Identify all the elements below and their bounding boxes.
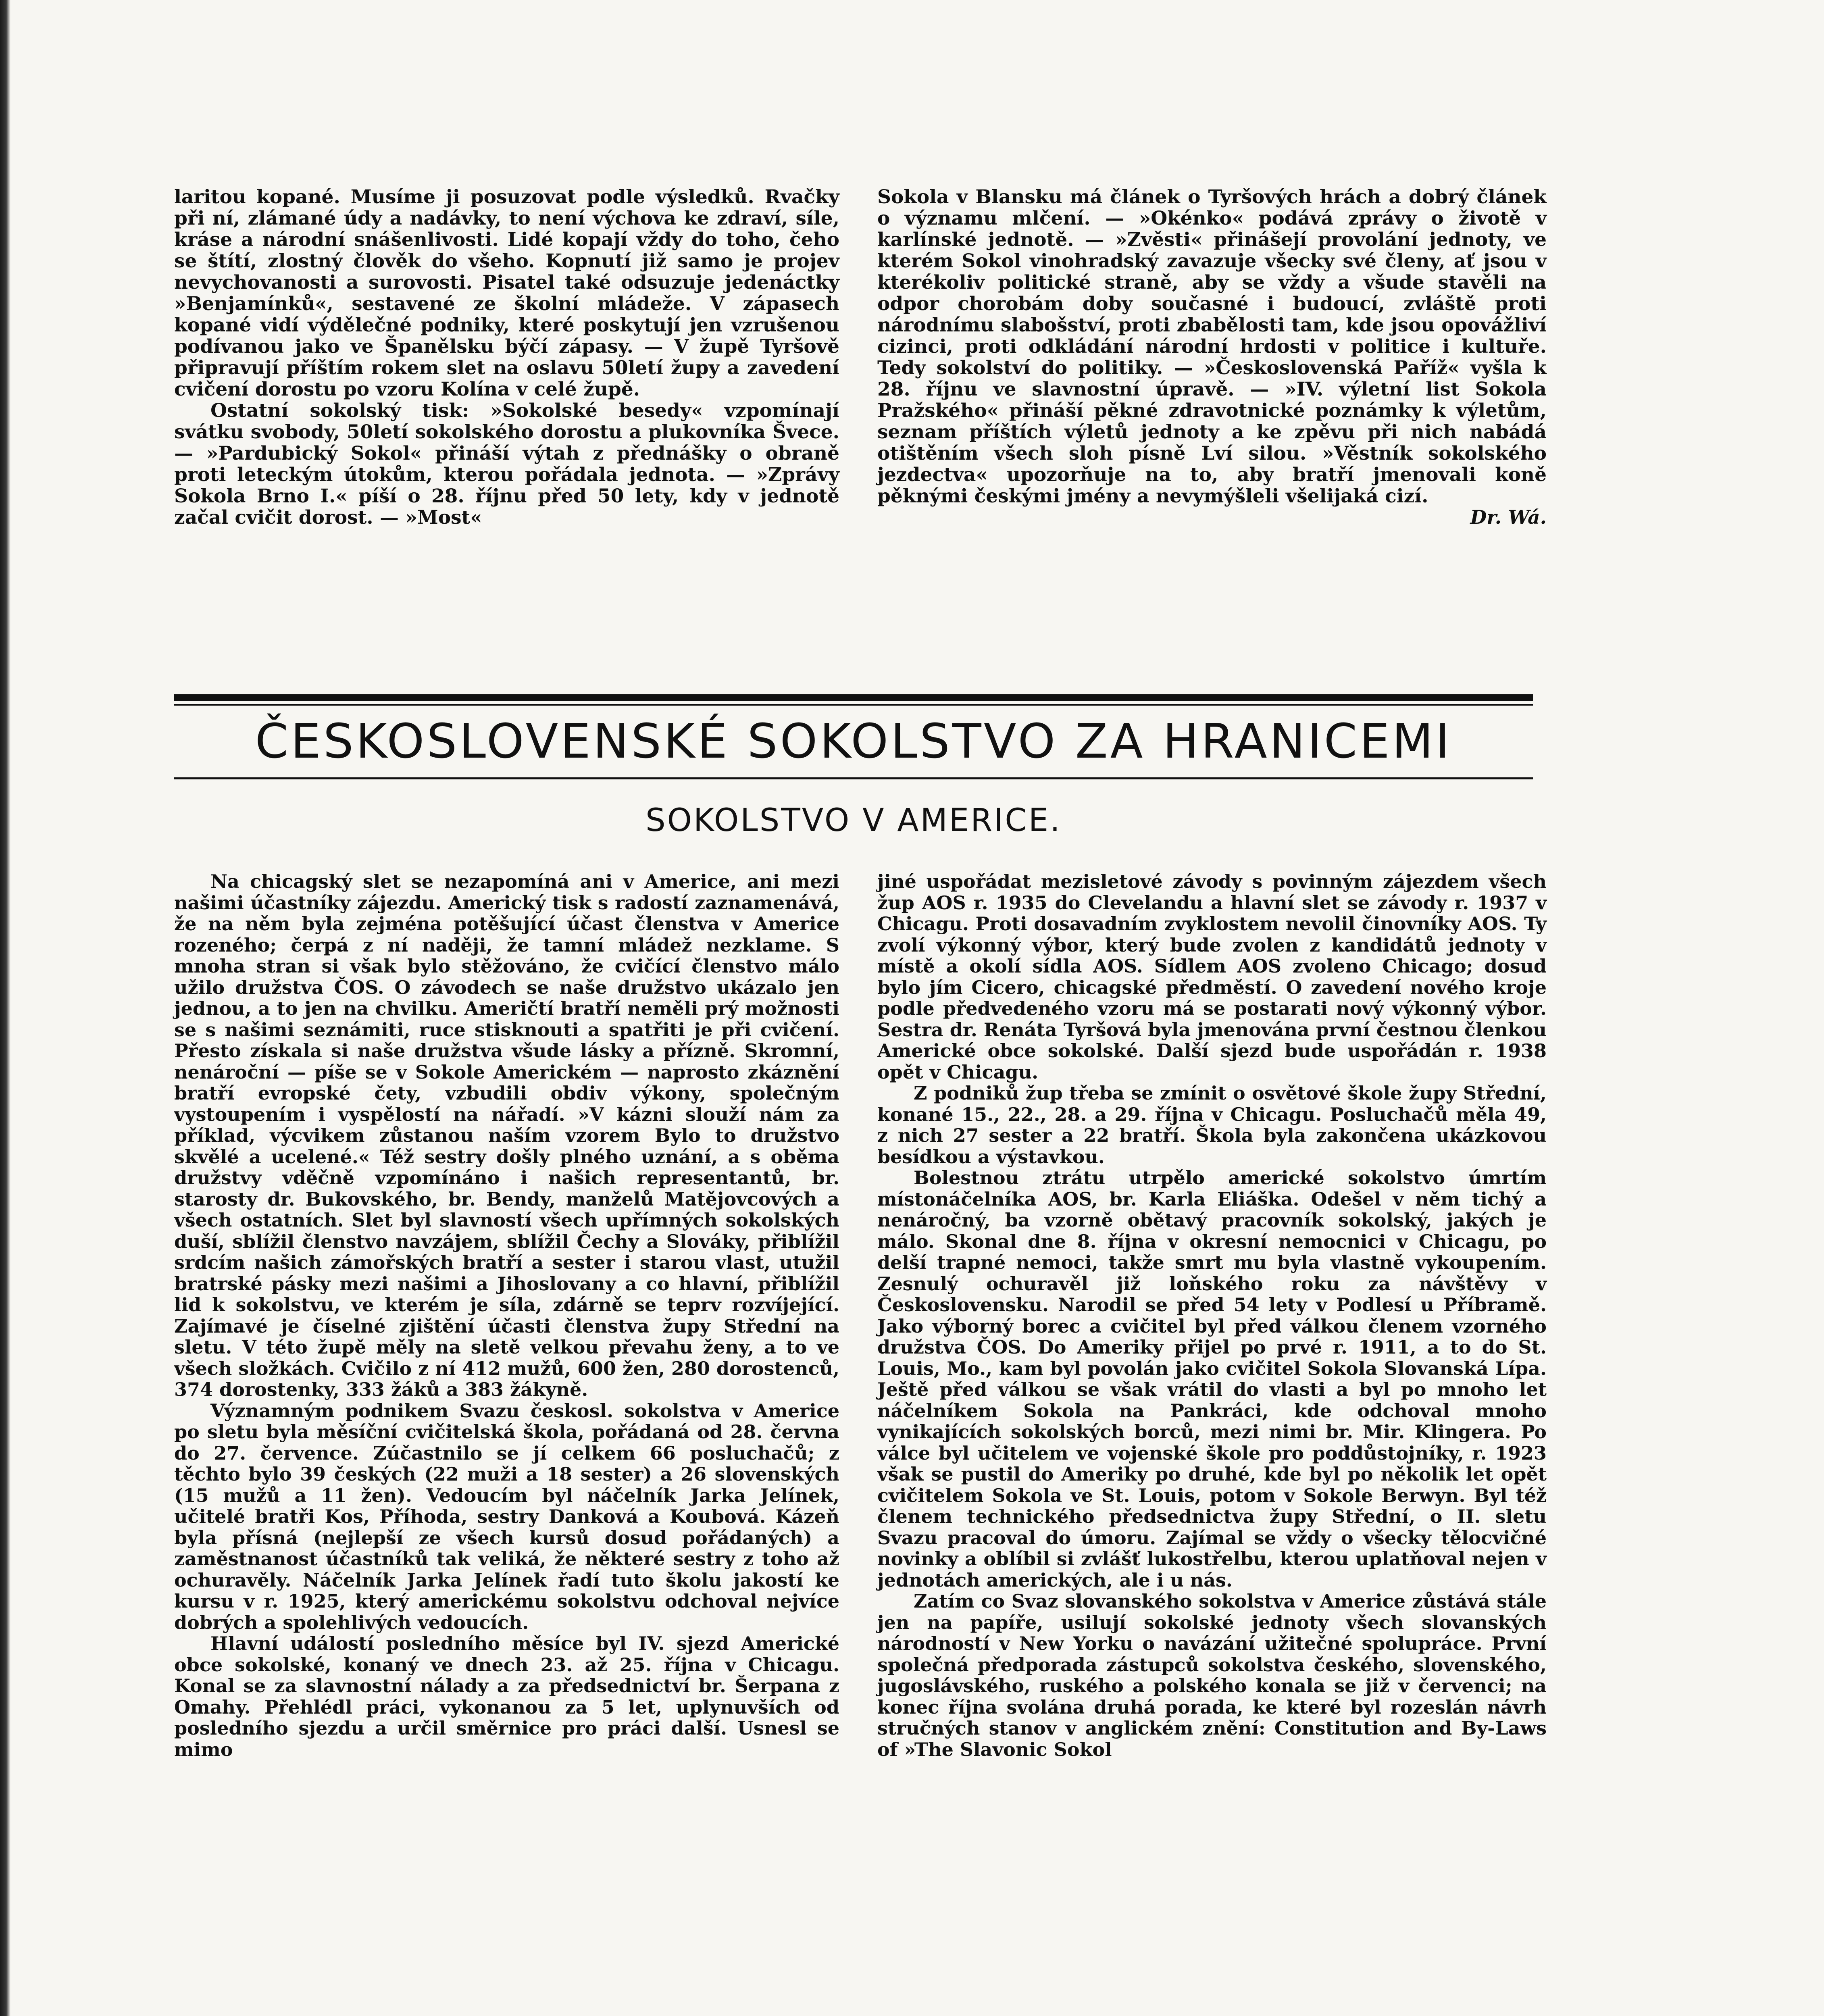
section-title: ČESKOSLOVENSKÉ SOKOLSTVO ZA HRANICEMI	[255, 713, 1452, 769]
article-left-column	[174, 871, 839, 1760]
top-left-column	[174, 186, 839, 528]
paragraph: Na chicagský slet se nezapomíná ani v Americe, ani mezi našimi účastníky zájezdu. Americký tisk s radostí zaznamenává, že na něm byla zejména potěšující účast členstva v Americe rozeného; čerpá z ní naději, že tamní mládež nezklame. S mnoha stran si však bylo stěžováno, že cvičící členstvo málo užilo družstva ČOS. O závodech se naše družstvo ukázalo jen jednou, a to jen na chvilku. Američtí bratří neměli prý možnosti se s našimi seznámiti, ruce stisknouti a spatřiti je při cvičení. Přesto získala si naše družstva všude lásky a přízně. Skromní, nenároční — píše se v Sokole Americkém — naprosto zkáznění bratří evropské čety, vzbudili obdiv výkony, společným vystoupením i vyspělostí na nářadí. »V kázni slouží nám za příklad, výcvikem zůstanou naším vzorem Bylo to družstvo skvělé a ucelené.« Též sestry došly plného uznání, a s oběma družstvy vděčně vzpomínáno i našich representantů, br. starosty dr. Bukovského, br. Bendy, manželů Matějovcových a všech ostatních. Slet byl slavností všech upřímných sokolských duší, sblížil členstvo navzájem, sblížil Čechy a Slováky, přiblížil srdcím našich zámořských bratří a sester i starou vlast, utužil bratrské pásky mezi našimi a Jihoslovany a co hlavní, přiblížil lid k sokolstvu, ve kterém je síla, zdárně se teprv rozvíjející. Zajímavé je číselné zjištění účasti členstva župy Střední na sletu. V této župě měly na sletě velkou převahu ženy, a to ve všech složkách. Cvičilo z ní 412 mužů, 600 žen, 280 dorostenců, 374 dorostenky, 333 žáků a 383 žákyně.	[174, 871, 840, 1400]
article-right-column	[877, 871, 1547, 1760]
paragraph: Zatím co Svaz slovanského sokolstva v Americe zůstává stále jen na papíře, usilují sokolské jednoty všech slovanských národností v New Yorku o navázání užitečné spolupráce. První společná předporada zástupců sokolstva českého, slovenského, jugoslávského, ruského a polského konala se již v červenci; na konec října svolána druhá porada, ke které byl rozeslán návrh stručných stanov v anglickém znění: Constitution and By-Laws of »The Slavonic Sokol	[877, 1590, 1547, 1760]
section-rule-under	[174, 777, 1533, 779]
paragraph: Z podniků žup třeba se zmínit o osvětové škole župy Střední, konané 15., 22., 28. a 29. října v Chicagu. Posluchačů měla 49, z nich 27 sester a 22 bratří. Škola byla zakončena ukázkovou besídkou a výstavkou.	[877, 1082, 1547, 1168]
author-signature: Dr. Wá.	[1470, 506, 1547, 529]
paragraph: Významným podnikem Svazu českosl. sokolstva v Americe po sletu byla měsíční cvičitelská škola, pořádaná od 28. června do 27. července. Zúčastnilo se jí celkem 66 posluchačů; z těchto bylo 39 českých (22 muži a 18 sester) a 26 slovenských (15 mužů a 11 žen). Vedoucím byl náčelník Jarka Jelínek, učitelé bratři Kos, Příhoda, sestry Danková a Koubová. Kázeň byla přísná (nejlepší ze všech kursů dosud pořádaných) a zaměstnanost účastníků tak veliká, že některé sestry z toho až ochuravěly. Náčelník Jarka Jelínek řadí tuto školu jakostí ke kursu v r. 1925, který americkému sokolstvu odchoval nejvíce dobrých a spolehlivých vedoucích.	[174, 1400, 839, 1633]
paragraph: Sokola v Blansku má článek o Tyršových hrách a dobrý článek o významu mlčení. — »Okénko« podává zprávy o životě v karlínské jednotě. — »Zvěsti« přinášejí provolání jednoty, ve kterém Sokol vinohradský zavazuje všecky své členy, ať jsou v kterékoliv politické straně, aby se vždy a všude stavěli na odpor chorobám doby současné i budoucí, zvláště proti národnímu slabošství, proti zbabělosti tam, kde jsou opovážliví cizinci, proti odkládání národní hrdosti v politice i kultuře. Tedy sokolství do politiky. — »Československá Paříž« vyšla k 28. říjnu ve slavnostní úpravě. — »IV. výletní list Sokola Pražského« přináší pěkné zdravotnické poznámky k výletům, seznam příštích výletů jednoty a ke zpěvu při nich nabádá otištěním všech sloh písně Lví silou. »Věstník sokolského jezdectva« upozorňuje na to, aby bratří jmenovali koně pěknými českými jmény a nevymýšleli všelijaká cizí.	[877, 186, 1547, 507]
section-rule-thick	[174, 694, 1533, 701]
paragraph: Ostatní sokolský tisk: »Sokolské besedy« vzpomínají svátku svobody, 50letí sokolského dorostu a plukovníka Švece. — »Pardubický Sokol« přináší výtah z přednášky o obraně proti leteckým útokům, kterou pořádala jednota. — »Zprávy Sokola Brno I.« píší o 28. říjnu před 50 lety, kdy v jednotě začal cvičit dorost. — »Most«	[174, 400, 839, 529]
binding-edge	[0, 0, 10, 2016]
paragraph: laritou kopané. Musíme ji posuzovat podle výsledků. Rvačky při ní, zlámané údy a nadávky, to není výchova ke zdraví, síle, kráse a národní snášenlivosti. Lidé kopají vždy do toho, čeho se štítí, zlostný člověk do všeho. Kopnutí již samo je projev nevychovanosti a surovosti. Pisatel také odsuzuje jedenáctky »Benjamínků«, sestavené ze školní mládeže. V zápasech kopané vidí výdělečné podniky, které poskytují jen vzrušenou podívanou jako ve Španělsku býčí zápasy. — V župě Tyršově připravují příštím rokem slet na oslavu 50letí župy a zavedení cvičení dorostu po vzoru Kolína v celé župě.	[174, 186, 839, 400]
paragraph: Bolestnou ztrátu utrpělo americké sokolstvo úmrtím místonáčelníka AOS, br. Karla Eliáška. Odešel v něm tichý a nenáročný, ba vzorně obětavý pracovník sokolský, jakých je málo. Skonal dne 8. října v okresní nemocnici v Chicagu, po delší trapné nemoci, takže smrt mu byla vlastně vykoupením. Zesnulý ochuravěl již loňského roku za návštěvy v Československu. Narodil se před 54 lety v Podlesí u Příbramě. Jako výborný borec a cvičitel byl před válkou členem vzorného družstva ČOS. Do Ameriky přijel po prvé r. 1911, a to do St. Louis, Mo., kam byl povolán jako cvičitel Sokola Slovanská Lípa. Ještě před válkou se však vrátil do vlasti a byl po mnoho let náčelníkem Sokola na Pankráci, kde odchoval mnoho vynikajících sokolských borců, mezi nimi br. Mir. Klingera. Po válce byl učitelem ve vojenské škole pro poddůstojníky, r. 1923 však se pustil do Ameriky po druhé, kde byl po několik let opět cvičitelem Sokola ve St. Louis, potom v Sokole Berwyn. Byl též členem technického předsednictva župy Střední, o II. sletu Svazu pracoval do úmoru. Zajímal se vždy o všecky tělocvičné novinky a oblíbil si zvlášť lukostřelbu, kterou uplatňoval nejen v jednotách amerických, ale i u nás.	[877, 1167, 1547, 1591]
article-title: SOKOLSTVO V AMERICE.	[645, 802, 1062, 839]
top-right-column	[877, 186, 1547, 528]
paragraph: Hlavní událostí posledního měsíce byl IV. sjezd Americké obce sokolské, konaný ve dnech 23. až 25. října v Chicagu. Konal se za slavnostní nálady a za předsednictví br. Šerpana z Omahy. Přehlédl práci, vykonanou za 5 let, uplynuvších od posledního sjezdu a určil směrnice pro práci další. Usnesl se mimo	[174, 1633, 839, 1760]
paragraph: jiné uspořádat mezisletové závody s povinným zájezdem všech žup AOS r. 1935 do Clevelandu a hlavní slet se závody r. 1937 v Chicagu. Proti dosavadním zvyklostem nevolil činovníky AOS. Ty zvolí výkonný výbor, který bude zvolen z kandidátů jednoty v místě a okolí sídla AOS. Sídlem AOS zvoleno Chicago; dosud bylo jím Cicero, chicagské předměstí. O zavedení nového kroje podle předvedeného vzoru má se postarati nový výkonný výbor. Sestra dr. Renáta Tyršová byla jmenována první čestnou členkou Americké obce sokolské. Další sjezd bude uspořádán r. 1938 opět v Chicagu.	[877, 871, 1547, 1083]
